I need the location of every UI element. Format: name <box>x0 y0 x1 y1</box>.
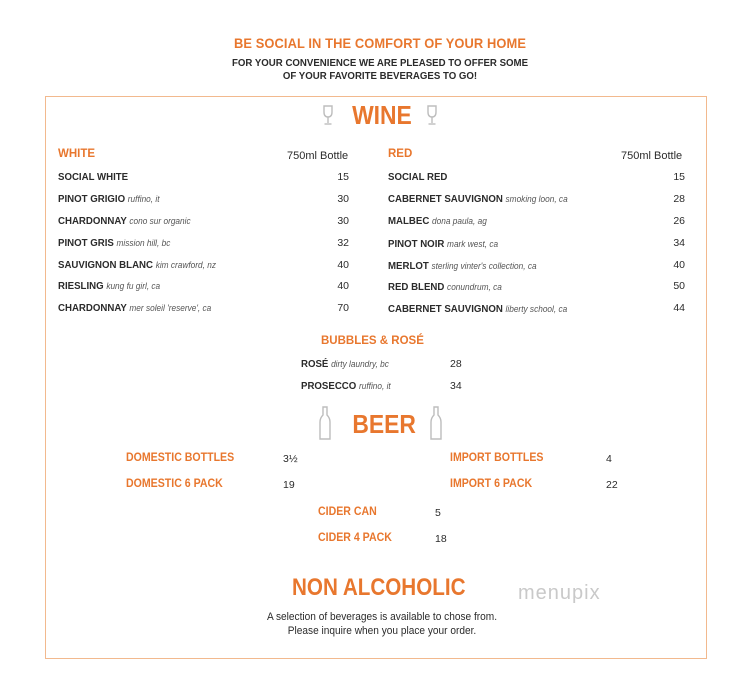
list-item: MALBEC dona paula, ag <box>388 215 487 227</box>
white-heading: WHITE <box>58 148 96 160</box>
item-price: 44 <box>673 302 685 314</box>
list-item: ROSÉ dirty laundry, bc <box>301 358 389 370</box>
item-price: 28 <box>673 193 685 205</box>
item-price: 40 <box>337 259 349 271</box>
item-price: 4 <box>606 453 612 465</box>
list-item: DOMESTIC BOTTLES <box>126 452 235 464</box>
list-item: RED BLEND conundrum, ca <box>388 281 502 293</box>
item-price: 34 <box>450 380 462 392</box>
wine-glass-icon <box>424 104 440 128</box>
list-item: CIDER 4 PACK <box>318 532 392 544</box>
bubbles-heading: BUBBLES & ROSÉ <box>321 335 424 347</box>
item-price: 30 <box>337 215 349 227</box>
watermark: menupix <box>518 582 601 604</box>
item-price: 15 <box>673 171 685 183</box>
list-item: PROSECCO ruffino, it <box>301 380 391 392</box>
list-item: IMPORT BOTTLES <box>450 452 544 464</box>
header-subtitle-line1: FOR YOUR CONVENIENCE WE ARE PLEASED TO OFFER SOME <box>231 57 529 69</box>
header-title: BE SOCIAL IN THE COMFORT OF YOUR HOME <box>233 35 527 51</box>
list-item: PINOT GRIGIO ruffino, it <box>58 193 160 205</box>
beer-bottle-icon <box>429 405 443 441</box>
item-price: 50 <box>673 280 685 292</box>
list-item: IMPORT 6 PACK <box>450 478 533 490</box>
item-price: 40 <box>673 259 685 271</box>
non-alcoholic-line1: A selection of beverages is available to chose from. <box>266 611 498 623</box>
red-size-label: 750ml Bottle <box>621 150 683 162</box>
list-item: SOCIAL RED <box>388 171 448 183</box>
item-price: 34 <box>673 237 685 249</box>
list-item: DOMESTIC 6 PACK <box>126 478 223 490</box>
list-item: PINOT NOIR mark west, ca <box>388 238 499 250</box>
list-item: SOCIAL WHITE <box>58 171 129 183</box>
item-price: 18 <box>435 533 447 545</box>
header-subtitle-line2: OF YOUR FAVORITE BEVERAGES TO GO! <box>282 70 478 82</box>
item-price: 28 <box>450 358 462 370</box>
item-price: 22 <box>606 479 618 491</box>
list-item: CIDER CAN <box>318 506 377 518</box>
list-item: CHARDONNAY mer soleil 'reserve', ca <box>58 302 212 314</box>
list-item: MERLOT sterling vinter's collection, ca <box>388 260 537 272</box>
beer-bottle-icon <box>318 405 332 441</box>
white-size-label: 750ml Bottle <box>287 150 349 162</box>
list-item: RIESLING kung fu girl, ca <box>58 280 161 292</box>
item-price: 15 <box>337 171 349 183</box>
beer-title: BEER <box>352 409 416 439</box>
non-alcoholic-title: NON ALCOHOLIC <box>292 574 466 601</box>
red-heading: RED <box>388 148 413 160</box>
non-alcoholic-line2: Please inquire when you place your order. <box>287 625 477 637</box>
item-price: 40 <box>337 280 349 292</box>
wine-title: WINE <box>352 100 412 130</box>
list-item: SAUVIGNON BLANC kim crawford, nz <box>58 259 216 271</box>
item-price: 70 <box>337 302 349 314</box>
item-price: 26 <box>673 215 685 227</box>
item-price: 19 <box>283 479 295 491</box>
item-price: 5 <box>435 507 441 519</box>
item-price: 32 <box>337 237 349 249</box>
item-price: 3½ <box>283 453 298 465</box>
wine-glass-icon <box>320 104 336 128</box>
item-price: 30 <box>337 193 349 205</box>
list-item: CABERNET SAUVIGNON smoking loon, ca <box>388 193 568 205</box>
list-item: PINOT GRIS mission hill, bc <box>58 237 171 249</box>
list-item: CHARDONNAY cono sur organic <box>58 215 191 227</box>
list-item: CABERNET SAUVIGNON liberty school, ca <box>388 303 568 315</box>
